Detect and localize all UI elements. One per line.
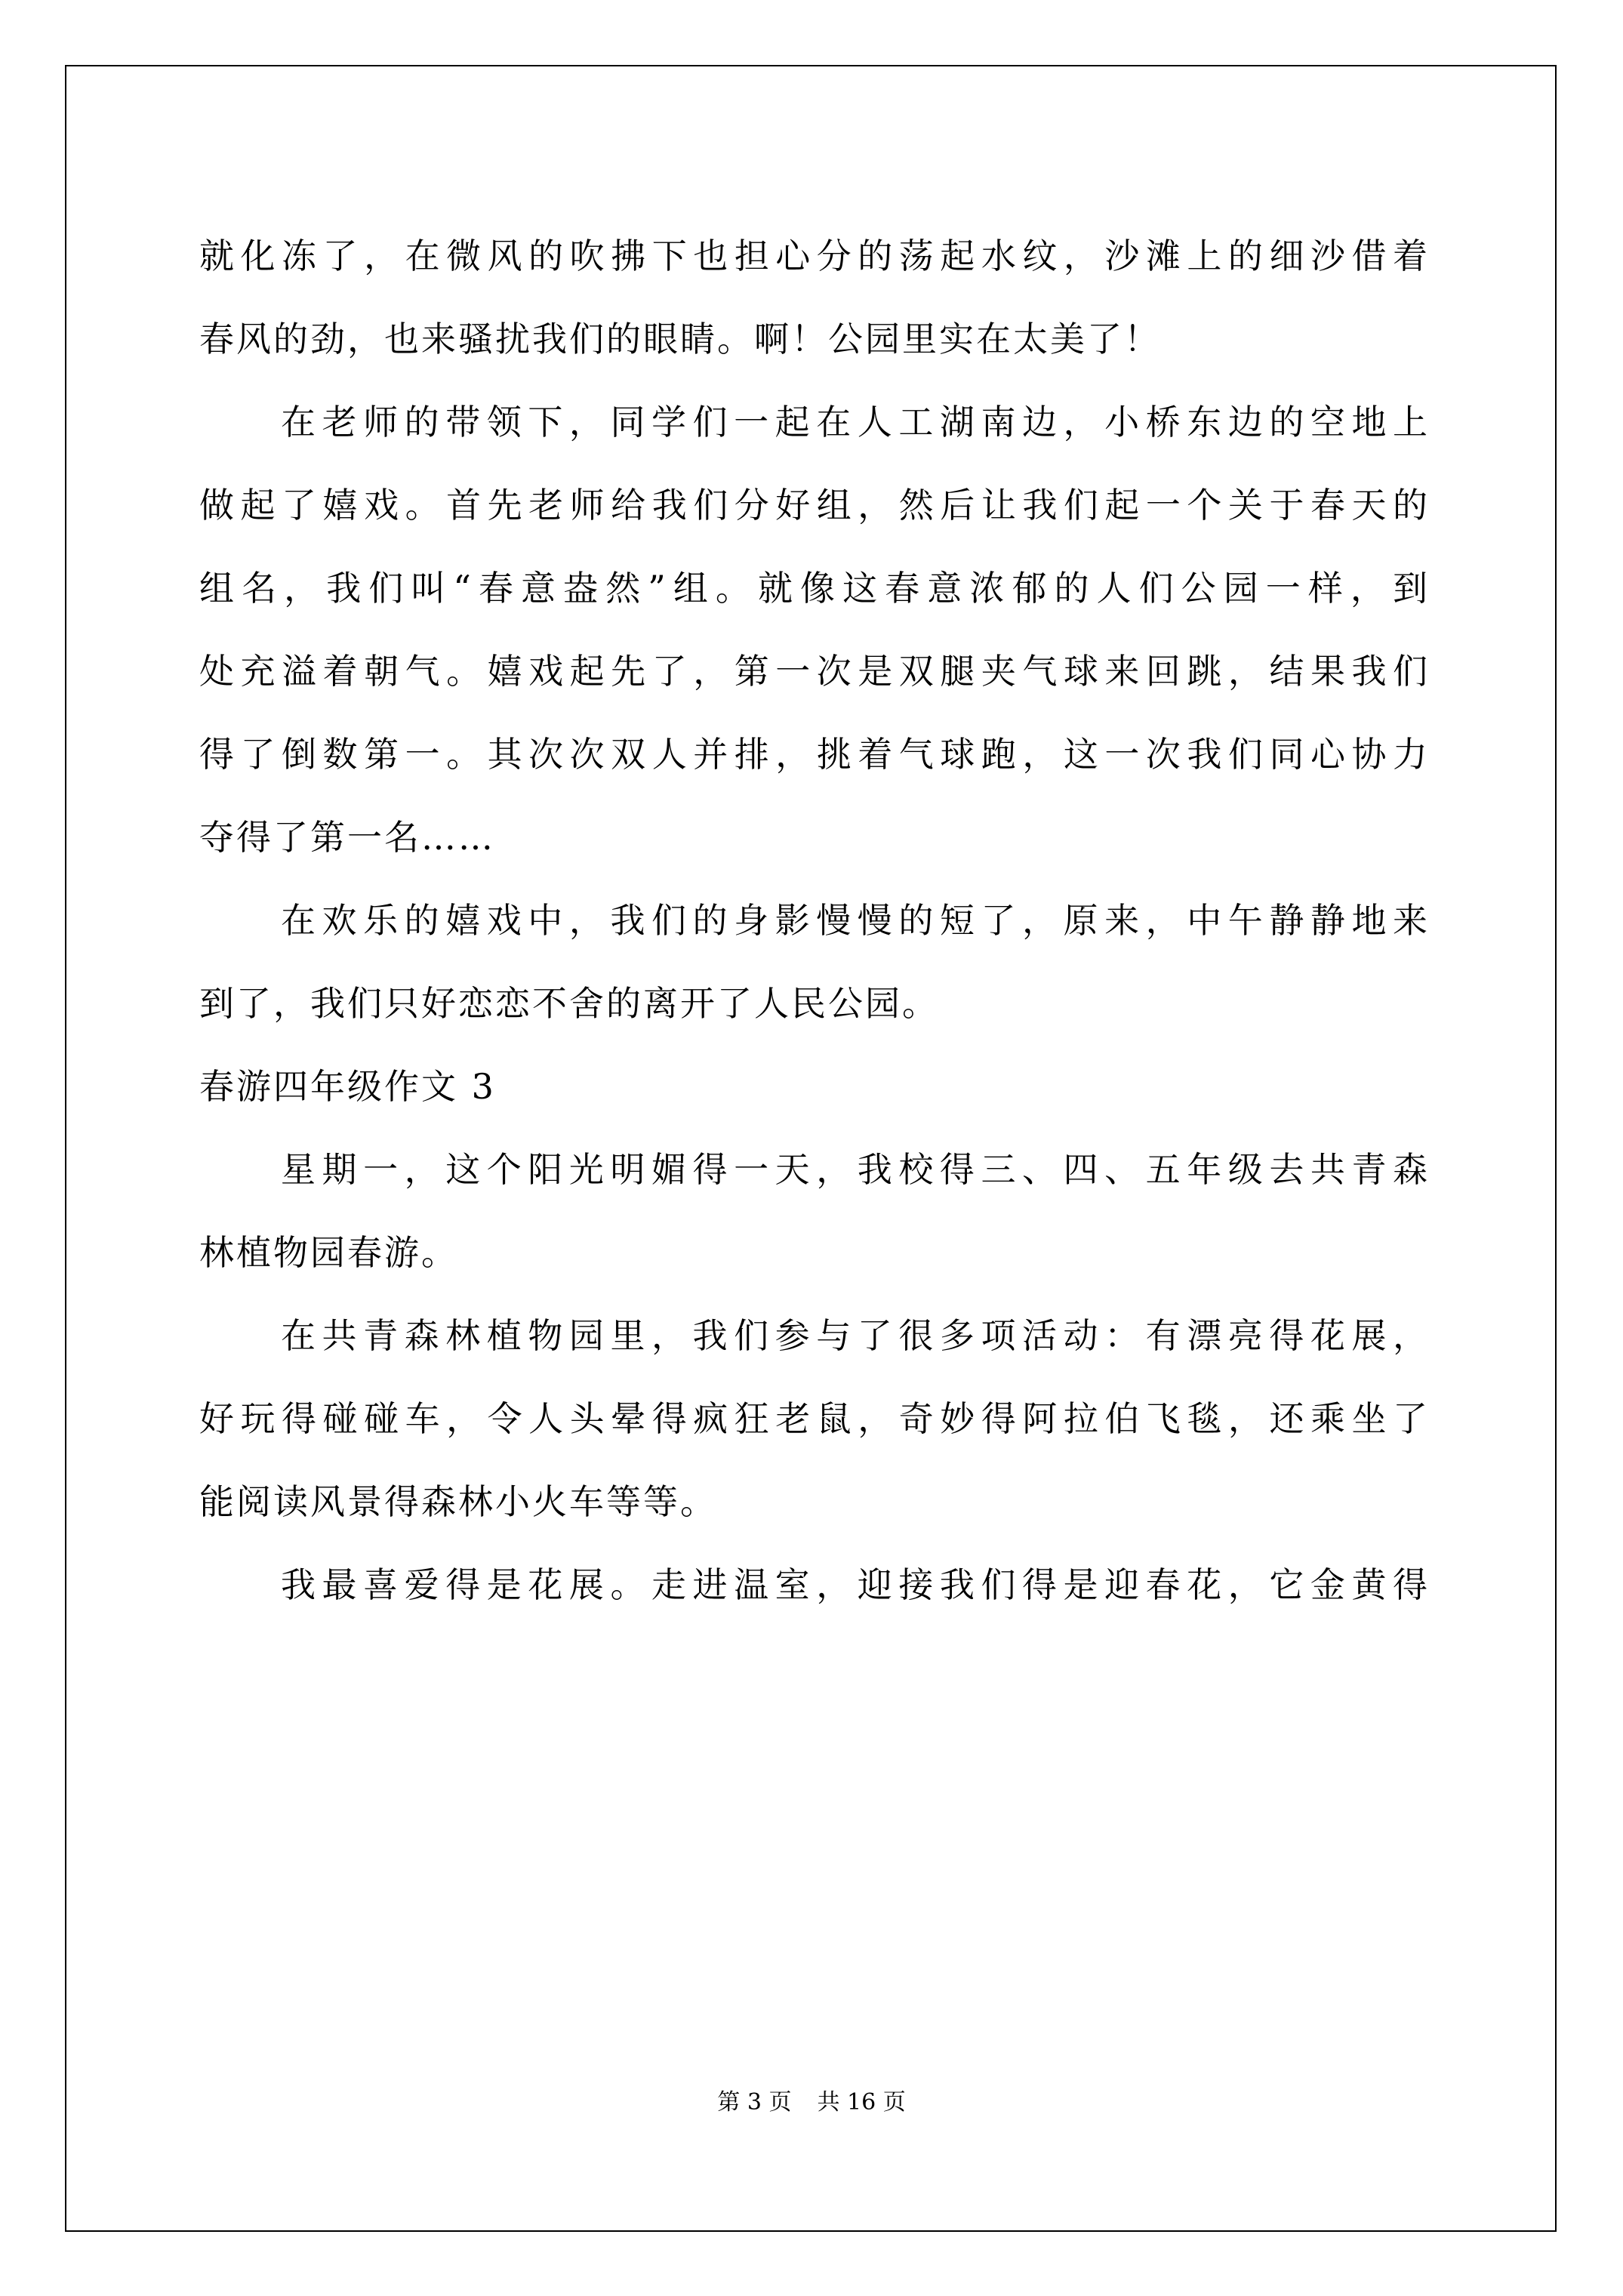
paragraph-line: 夺得了第一名…… xyxy=(199,817,495,858)
paragraph-line: 组名，我们叫“春意盎然”组。就像这春意浓郁的人们公园一样，到 xyxy=(199,568,1430,609)
paragraph-first-line: 在共青森林植物园里，我们参与了很多项活动：有漂亮得花展， xyxy=(281,1315,1430,1356)
page-footer xyxy=(0,2088,1623,2118)
paragraph-line: 得了倒数第一。其次次双人并排，挑着气球跑，这一次我们同心协力 xyxy=(199,734,1430,775)
paragraph-first-line: 在老师的带领下，同学们一起在人工湖南边，小桥东边的空地上 xyxy=(281,402,1430,442)
paragraph-line: 处充溢着朝气。嬉戏起先了，第一次是双腿夹气球来回跳，结果我们 xyxy=(199,651,1430,692)
paragraph-line: 到了，我们只好恋恋不舍的离开了人民公园。 xyxy=(199,983,939,1024)
paragraph-line: 做起了嬉戏。首先老师给我们分好组，然后让我们起一个关于春天的 xyxy=(199,485,1430,525)
paragraph-line: 林植物园春游。 xyxy=(199,1232,458,1273)
paragraph-first-line: 星期一，这个阳光明媚得一天，我校得三、四、五年级去共青森 xyxy=(281,1149,1430,1190)
paragraph-first-line: 我最喜爱得是花展。走进温室，迎接我们得是迎春花，它金黄得 xyxy=(281,1564,1430,1605)
paragraph-first-line: 在欢乐的嬉戏中，我们的身影慢慢的短了，原来，中午静静地来 xyxy=(281,900,1430,941)
page-total: 共 16 页 xyxy=(817,2089,906,2116)
paragraph-line: 春风的劲，也来骚扰我们的眼睛。啊！公园里实在太美了！ xyxy=(199,319,1161,359)
paragraph-line: 好玩得碰碰车，令人头晕得疯狂老鼠，奇妙得阿拉伯飞毯，还乘坐了 xyxy=(199,1398,1430,1439)
paragraph-line: 就化冻了，在微风的吹拂下也担心分的荡起水纹，沙滩上的细沙借着 xyxy=(199,236,1430,276)
section-heading: 春游四年级作文 3 xyxy=(199,1066,496,1107)
page-number: 第 3 页 xyxy=(717,2089,792,2116)
paragraph-line: 能阅读风景得森林小火车等等。 xyxy=(199,1481,717,1522)
